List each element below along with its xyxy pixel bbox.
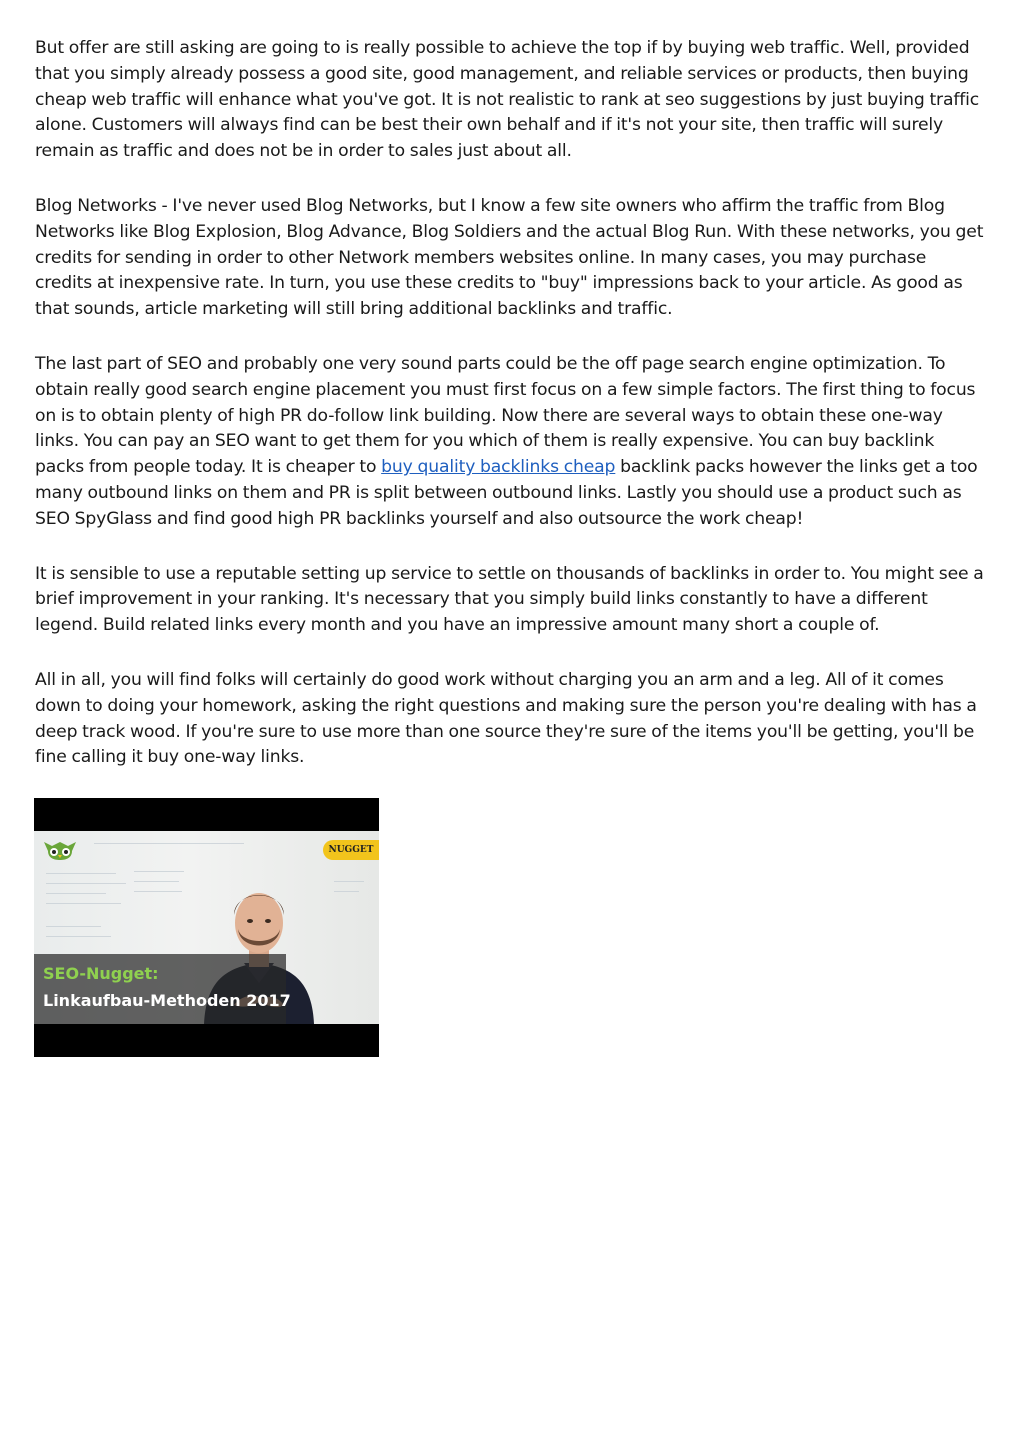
video-caption-subtitle: Linkaufbau-Methoden 2017 xyxy=(43,991,291,1010)
video-thumbnail[interactable] xyxy=(34,798,379,1057)
paragraph-3-before: The last part of SEO and probably one very sound parts could be the off page search engine optimization. To obtain really good search engine placement you must first focus on a few simple factors. The first thing to focus on is to obtain plenty of high PR do-follow link building. Now there are several ways to obtain these one-way links. You can pay an SEO want to get them for you which of them is really expensive. You can buy backlink packs from people today. It is cheaper to xyxy=(35,353,976,478)
paragraph-3-after: backlink packs however the links get a too many outbound links on them and PR is split between outbound links. Lastly you should use a product such as SEO SpyGlass and find good high PR backlinks yourself and also outsource the work cheap! xyxy=(35,457,978,529)
video-caption-title: SEO-Nugget: xyxy=(43,964,159,983)
paragraph-2: Blog Networks - I've never used Blog Networks, but I know a few site owners who affirm the traffic from Blog Networks like Blog Explosion, Blog Advance, Blog Soldiers and the actual Blog Run. With these networks, you get credits for sending in order to other Network members websites online. In many cases, you may purchase credits at inexpensive rate. In turn, you use these credits to "buy" impressions back to your article. As good as that sounds, article marketing will still bring additional backlinks and traffic. xyxy=(35,195,984,320)
nugget-badge: NUGGET xyxy=(323,840,379,860)
video-frame xyxy=(34,831,379,1024)
backlinks-link[interactable]: buy quality backlinks cheap xyxy=(381,457,616,478)
article-body xyxy=(35,36,985,800)
owl-logo-icon xyxy=(42,839,78,861)
paragraph-5: All in all, you will find folks will certainly do good work without charging you an arm and a leg. All of it comes down to doing your homework, asking the right questions and making sure the person you're dealing with has a deep track wood. If you're sure to use more than one source they're sure of the items you'll be getting, you'll be fine calling it buy one-way links. xyxy=(35,669,977,768)
paragraph-4: It is sensible to use a reputable setting up service to settle on thousands of backlinks in order to. You might see a brief improvement in your ranking. It's necessary that you simply build links constantly to have a different legend. Build related links every month and you have an impressive amount many short a couple of. xyxy=(35,563,984,636)
paragraph-1: But offer are still asking are going to is really possible to achieve the top if by buying web traffic. Well, provided that you simply already possess a good site, good management, and reliable services or products, then buying cheap web traffic will enhance what you've got. It is not realistic to rank at seo suggestions by just buying traffic alone. Customers will always find can be best their own behalf and if it's not your site, then traffic will surely remain as traffic and does not be in order to sales just about all. xyxy=(35,38,980,162)
paragraph-3 xyxy=(35,352,985,533)
